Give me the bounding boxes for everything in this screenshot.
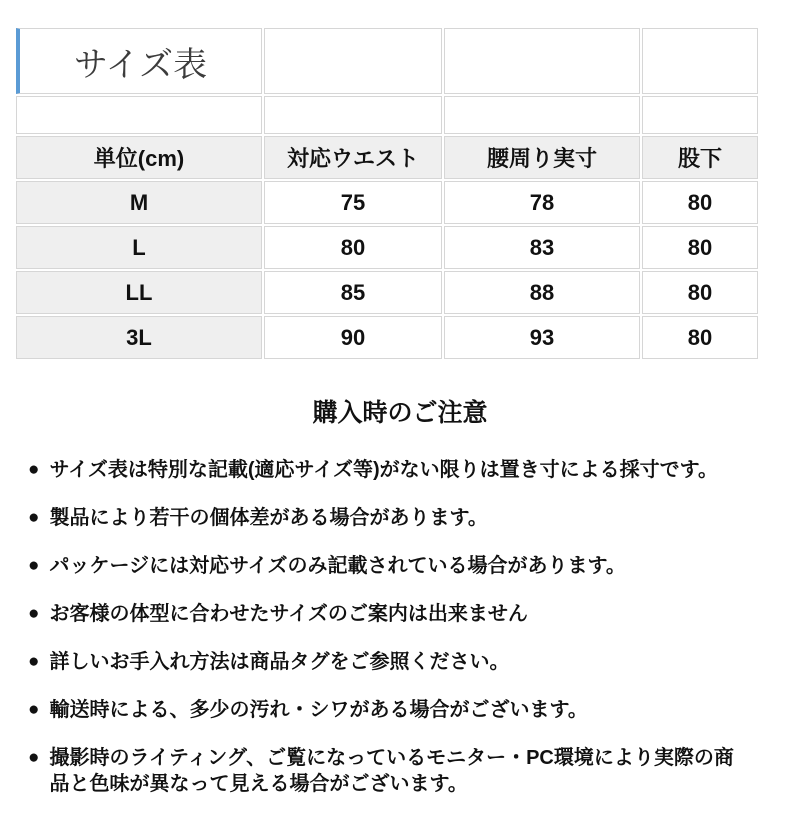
table-row-l	[16, 226, 758, 269]
bullet-icon: ●	[28, 651, 40, 672]
notice-text: サイズ表は特別な記載(適応サイズ等)がない限りは置き寸による採寸です。	[49, 459, 719, 481]
empty-cell	[444, 96, 640, 134]
inseam-value: 80	[642, 316, 758, 359]
bullet-icon: ●	[28, 747, 40, 768]
inseam-value: 80	[642, 181, 758, 224]
bullet-icon: ●	[28, 459, 40, 480]
notice-text: 輸送時による、多少の汚れ・シワがある場合がございます。	[49, 699, 588, 721]
notice-text: お客様の体型に合わせたサイズのご案内は出来ません	[49, 603, 528, 625]
bullet-icon: ●	[28, 603, 40, 624]
list-item	[28, 697, 800, 723]
table-row-ll	[16, 271, 758, 314]
hip-value: 88	[444, 271, 640, 314]
table-row-3l	[16, 316, 758, 359]
column-header-waist: 対応ウエスト	[264, 136, 442, 179]
bullet-icon: ●	[28, 507, 40, 528]
size-table-title-row	[16, 28, 758, 94]
notice-text: 撮影時のライティング、ご覧になっているモニター・PC環境により実際の商品と色味が異なって見える場合がございます。	[49, 747, 734, 795]
notice-list	[28, 457, 800, 797]
size-label: L	[16, 226, 262, 269]
column-header-hip: 腰周り実寸	[444, 136, 640, 179]
empty-cell	[264, 28, 442, 94]
notice-heading: 購入時のご注意	[312, 399, 488, 427]
inseam-value: 80	[642, 226, 758, 269]
empty-cell	[264, 96, 442, 134]
column-header-inseam: 股下	[642, 136, 758, 179]
bullet-icon: ●	[28, 699, 40, 720]
list-item	[28, 745, 800, 797]
size-label: 3L	[16, 316, 262, 359]
waist-value: 80	[264, 226, 442, 269]
table-row-m	[16, 181, 758, 224]
waist-value: 75	[264, 181, 442, 224]
empty-cell	[642, 96, 758, 134]
size-table-header-row	[16, 136, 758, 179]
waist-value: 90	[264, 316, 442, 359]
size-label: LL	[16, 271, 262, 314]
empty-cell	[444, 28, 640, 94]
size-table-title: サイズ表	[16, 28, 262, 94]
column-header-unit: 単位(cm)	[16, 136, 262, 179]
size-table-spacer-row	[16, 96, 758, 134]
size-label: M	[16, 181, 262, 224]
notice-text: 製品により若干の個体差がある場合があります。	[49, 507, 488, 529]
list-item	[28, 649, 800, 675]
notice-text: パッケージには対応サイズのみ記載されている場合があります。	[49, 555, 626, 577]
empty-cell	[642, 28, 758, 94]
list-item	[28, 601, 800, 627]
inseam-value: 80	[642, 271, 758, 314]
waist-value: 85	[264, 271, 442, 314]
size-table	[14, 26, 760, 361]
list-item	[28, 553, 800, 579]
hip-value: 83	[444, 226, 640, 269]
notice-text: 詳しいお手入れ方法は商品タグをご参照ください。	[49, 651, 510, 673]
list-item	[28, 505, 800, 531]
empty-cell	[16, 96, 262, 134]
hip-value: 93	[444, 316, 640, 359]
list-item	[28, 457, 800, 483]
hip-value: 78	[444, 181, 640, 224]
bullet-icon: ●	[28, 555, 40, 576]
